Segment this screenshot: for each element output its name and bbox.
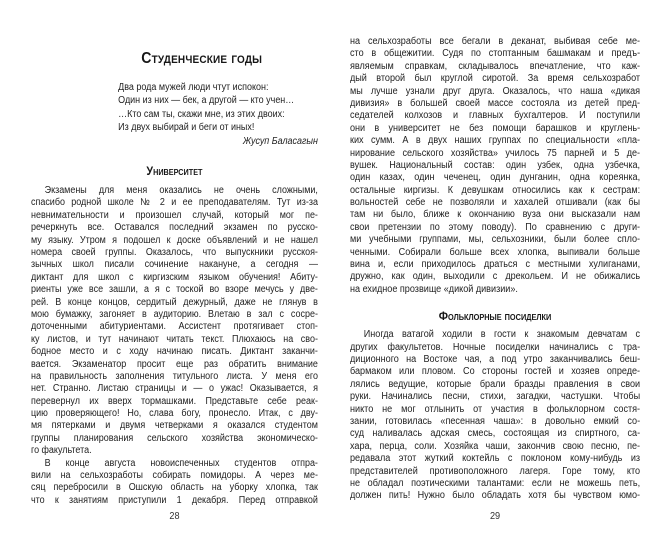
text-line: седателей колхозов и главных бухгалтеров. И поступили — [350, 110, 641, 122]
text-line: сто в общежитии. Судя по стоптанным башмакам и предъ- — [350, 48, 641, 60]
text-line: нет. Странно. Листаю страницы и — о ужас! Оказывается, я — [31, 383, 318, 395]
text-line: спасибо родной школе № 2 и ее преподавателям. Тут из-за — [31, 197, 318, 209]
text-line: невнимательности и произошел случай, который мог пе- — [31, 209, 318, 221]
text-line: являемым справкам, складывалось впечатление, что каж- — [350, 60, 641, 72]
text-line: группы планирования сельского хозяйства экономическо- — [31, 432, 318, 444]
text-line: вили на сельхозработы собирать помидоры. А через ме- — [31, 470, 318, 482]
text-line: диктант для школ с киргизским языком обучения! Абиту- — [31, 271, 318, 283]
text-line: дружно, как один, выходили с дрекольем. И не обижались — [350, 271, 641, 283]
text-line: перевернул их вверх тормашками. Представьте себе реак- — [31, 395, 318, 407]
text-line: они в университет не без помощи барашков и круглень- — [350, 122, 641, 134]
text-line: на ехидное прозвище «дикой дивизии». — [350, 283, 518, 295]
text-line: редавала этот жуткий коктейль с поклоном кому-нибудь из — [350, 453, 641, 465]
page-number: 29 — [489, 511, 501, 522]
text-line: хара, перца, соли. Хозяйка чаши, закончив свою песню, пе- — [350, 440, 641, 452]
epigraph-line: Из двух выбирай и беги от иных! — [118, 122, 255, 134]
text-line: вается. Экзаменатор просит еще раз обратить внимание — [31, 358, 318, 370]
paragraph — [350, 329, 640, 502]
text-line: нирование сельского хозяйства» училось 75 парней и 5 де- — [350, 147, 641, 159]
text-line: ку листов, и тут начинают читать текст. Плюхаюсь на сво- — [31, 333, 318, 345]
text-line: ких сумм. А в двух наших группах по специальности «пла- — [350, 135, 641, 147]
text-line: что к занятиям приступили 1 декабря. Перед отправкой — [31, 494, 318, 506]
text-line: бармаком или пловом. Со стороны гостей и хозяев опреде- — [350, 366, 641, 378]
paragraph — [350, 36, 640, 296]
text-line: мя пятерками и двумя четверками я оказался студентом — [31, 420, 318, 432]
page-right — [350, 0, 640, 540]
text-line: вольностей себе не позволяли и хахалей отшивали (как бы — [350, 197, 641, 209]
text-line: бодное место и с ходу начинаю писать. Диктант заканчи- — [31, 346, 318, 358]
text-line: суд наливалась адская смесь, состоящая из спиртного, са- — [350, 428, 641, 440]
text-line: руки. Начинались песни, стихи, загадки, частушки. Чтобы — [350, 391, 641, 403]
text-line: цию проверяющего! Но, слава богу, пронесло. Итак, с дву- — [31, 408, 318, 420]
text-line: вушек. Национальный состав: один узбек, одна узбечка, — [350, 159, 641, 171]
page-left — [31, 0, 318, 540]
text-line: диционного на Востоке чая, а под утро заканчивались беш- — [350, 353, 641, 365]
text-line: рей. В конце концов, сердитый дежурный, даже не глянув в — [31, 296, 318, 308]
epigraph-author: Жусуп Баласагын — [242, 135, 318, 147]
text-line: му языку. Утром я подошел к доске объявлений и не нашел — [31, 234, 318, 246]
text-line: вина и, если приходилось драться с местными хулиганами, — [350, 259, 641, 271]
text-line: речеркнуть все. Оставался последний экзамен по русско- — [31, 222, 318, 234]
epigraph-line: Два рода мужей люди чтут испокон: — [118, 82, 269, 93]
text-line: мою бумажку, загоняет в аудиторию. Влетаю в зал с сосре- — [31, 308, 318, 320]
text-line: остальные киргизы. К девушкам относились как к сестрам: — [350, 184, 641, 196]
text-line: должен пить! Нужно было обладать хотя бы чувством юмо- — [350, 490, 641, 502]
paragraph — [31, 458, 318, 508]
text-line: В конце августа новоиспеченных студентов отпра- — [44, 457, 318, 469]
text-line: мы лучше узнали друг друга. Оказалось, что наша «дикая — [350, 85, 641, 97]
text-line: дивизия» в большей своей массе состояла из детей пред- — [350, 97, 641, 109]
text-line: свои претензии по этому поводу). По сравнению с други- — [350, 221, 641, 233]
text-line: зании, готовилась «песенная чаша»: в довольно емкий со- — [350, 415, 641, 427]
text-line: не обладал поэтическими талантами: если не можешь петь, — [350, 477, 641, 489]
text-line: риенты уже все зашли, а я с тоской во взоре мечусь у две- — [31, 284, 318, 296]
section-heading: Фольклорные посиделки — [438, 309, 552, 324]
text-line: номера своей группы. Оказалось, что выпускники русскоя- — [31, 246, 318, 258]
text-line: на правильность заполнения титульного листа. У меня его — [31, 370, 318, 382]
text-line: дый второй был круглой сиротой. За время сельхозработ — [350, 73, 641, 85]
text-line: доточенными абитуриентами. Ассистент протягивает стоп- — [31, 321, 318, 333]
text-line: сяц перебросили в Ошскую область на уборку хлопка, так — [31, 482, 318, 494]
text-line: на сельхозработы все бегали в деканат, выбивая себе ме- — [350, 36, 641, 47]
text-line: там ни было, ближе к окончанию вуза они высказали нам — [350, 209, 641, 221]
text-line: никто не мог отлынить от участия в фольклорном состя- — [350, 403, 641, 415]
epigraph-line: …Кто сам ты, скажи мне, из этих двоих: — [118, 108, 285, 120]
text-line: зычных школ писали сочинение накануне, а сегодня — — [31, 259, 318, 271]
epigraph-line: Один из них — бек, а другой — кто учен… — [118, 95, 295, 107]
page-number: 28 — [169, 511, 180, 522]
paragraph — [31, 185, 318, 458]
text-line: ченными. Собирали больше всех хлопка, выпивали больше — [350, 246, 641, 258]
section-heading: Университет — [146, 164, 203, 179]
text-line: го факультета. — [31, 445, 92, 457]
text-line: ми учебными группами, мы, сельхозники, были более спло- — [350, 234, 641, 246]
text-line: Экзамены для меня оказались не очень сложными, — [44, 185, 318, 197]
text-line: один казах, один чеченец, один дунганин, одна кореянка, — [350, 172, 641, 184]
text-line: лялись ведущие, которые брали бразды правления в свои — [350, 378, 641, 390]
epigraph — [31, 81, 318, 148]
text-line: представителей противоположного лагеря. Горе тому, кто — [350, 465, 641, 477]
text-line: Иногда ватагой ходили в гости к знакомым девчатам с — [363, 329, 641, 341]
text-line: других факультетов. Ночные посиделки начинались с тра- — [350, 341, 641, 353]
chapter-title: Студенческие годы — [141, 50, 263, 67]
